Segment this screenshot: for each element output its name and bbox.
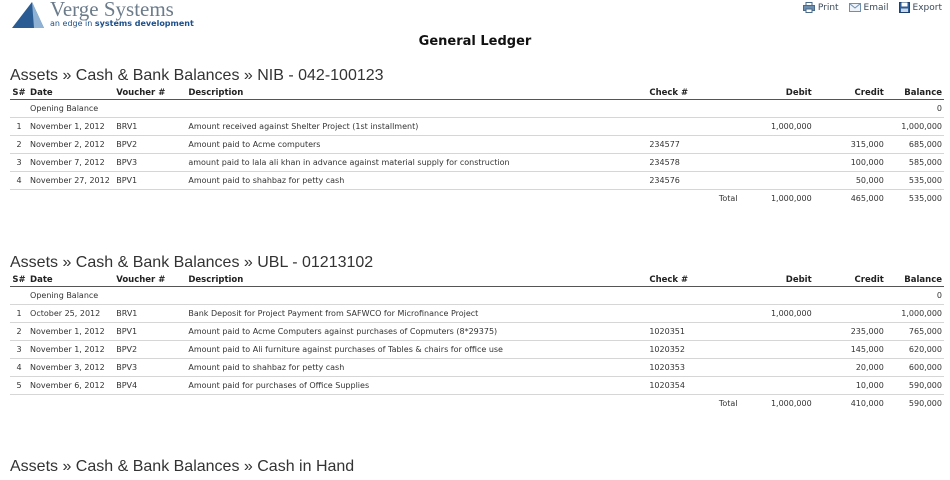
email-button[interactable] — [849, 2, 889, 13]
opening-balance-label: Opening Balance — [28, 287, 186, 305]
total-label: Total — [647, 395, 739, 412]
table-row[interactable]: 2 November 2, 2012 BPV2 Amount paid to Acme computers 234577 315,000 685,000 — [10, 136, 944, 154]
col-description: Description — [186, 273, 647, 287]
ledger-table — [10, 86, 944, 206]
print-button[interactable] — [803, 2, 839, 13]
table-row[interactable]: 3 November 7, 2012 BPV3 amount paid to lala ali khan in advance against material supply for construction 234578 100,000 585,000 — [10, 154, 944, 172]
total-balance: 590,000 — [886, 395, 944, 412]
col-check: Check # — [647, 86, 739, 100]
table-header-row — [10, 86, 944, 100]
table-row[interactable]: 5 November 6, 2012 BPV4 Amount paid for purchases of Office Supplies 1020354 10,000 590,000 — [10, 377, 944, 395]
email-label: Email — [863, 2, 889, 13]
export-label: Export — [912, 2, 942, 13]
col-credit: Credit — [814, 86, 886, 100]
page-title: General Ledger — [418, 34, 532, 49]
section-heading: Assets » Cash & Bank Balances » UBL - 01213102 — [10, 254, 374, 271]
table-row[interactable]: 4 November 27, 2012 BPV1 Amount paid to shahbaz for petty cash 234576 50,000 535,000 — [10, 172, 944, 190]
col-voucher: Voucher # — [114, 273, 186, 287]
opening-balance-label: Opening Balance — [28, 100, 186, 118]
printer-icon — [803, 2, 815, 13]
brand-tagline: an edge in systems development — [50, 19, 194, 28]
col-debit: Debit — [740, 86, 814, 100]
table-row[interactable]: 1 October 25, 2012 BRV1 Bank Deposit for Project Payment from SAFWCO for Microfinance Project 1,000,000 1,000,000 — [10, 305, 944, 323]
table-row[interactable]: 1 November 1, 2012 BRV1 Amount received against Shelter Project (1st installment) 1,000,000 1,000,000 — [10, 118, 944, 136]
ledger-table — [10, 273, 944, 411]
company-logo[interactable] — [10, 0, 194, 32]
table-row[interactable]: 2 November 1, 2012 BPV1 Amount paid to Acme Computers against purchases of Copmuters (8*29375) 1020351 235,000 765,000 — [10, 323, 944, 341]
col-sn: S# — [10, 273, 28, 287]
total-credit: 465,000 — [814, 190, 886, 207]
brand-name: Verge Systems — [50, 0, 174, 21]
section-heading: Assets » Cash & Bank Balances » NIB - 042-100123 — [10, 67, 384, 84]
table-row[interactable]: 4 November 3, 2012 BPV3 Amount paid to shahbaz for petty cash 1020353 20,000 600,000 — [10, 359, 944, 377]
col-voucher: Voucher # — [114, 86, 186, 100]
section-heading: Assets » Cash & Bank Balances » Cash in Hand — [10, 458, 355, 475]
export-button[interactable] — [899, 2, 942, 13]
ledger-section-nib — [10, 66, 944, 206]
opening-balance-value: 0 — [886, 100, 944, 118]
opening-balance-row — [10, 287, 944, 305]
total-balance: 535,000 — [886, 190, 944, 207]
ledger-section-ubl — [10, 253, 944, 411]
total-credit: 410,000 — [814, 395, 886, 412]
col-balance: Balance — [886, 273, 944, 287]
toolbar — [803, 2, 942, 13]
ledger-section-cash-in-hand — [10, 457, 944, 477]
col-date: Date — [28, 86, 114, 100]
print-label: Print — [817, 2, 839, 13]
pyramid-logo-icon — [10, 0, 46, 30]
col-description: Description — [186, 86, 647, 100]
col-date: Date — [28, 273, 114, 287]
total-row — [10, 190, 944, 207]
total-debit: 1,000,000 — [740, 190, 814, 207]
col-debit: Debit — [740, 273, 814, 287]
opening-balance-value: 0 — [886, 287, 944, 305]
table-row[interactable]: 3 November 1, 2012 BPV2 Amount paid to Ali furniture against purchases of Tables & chairs for office use 1020352 145,000 620,000 — [10, 341, 944, 359]
total-debit: 1,000,000 — [740, 395, 814, 412]
total-row — [10, 395, 944, 412]
col-balance: Balance — [886, 86, 944, 100]
col-credit: Credit — [814, 273, 886, 287]
table-header-row — [10, 273, 944, 287]
col-sn: S# — [10, 86, 28, 100]
col-check: Check # — [647, 273, 739, 287]
envelope-icon — [849, 3, 861, 12]
opening-balance-row — [10, 100, 944, 118]
floppy-disk-icon — [899, 2, 910, 13]
total-label: Total — [647, 190, 739, 207]
